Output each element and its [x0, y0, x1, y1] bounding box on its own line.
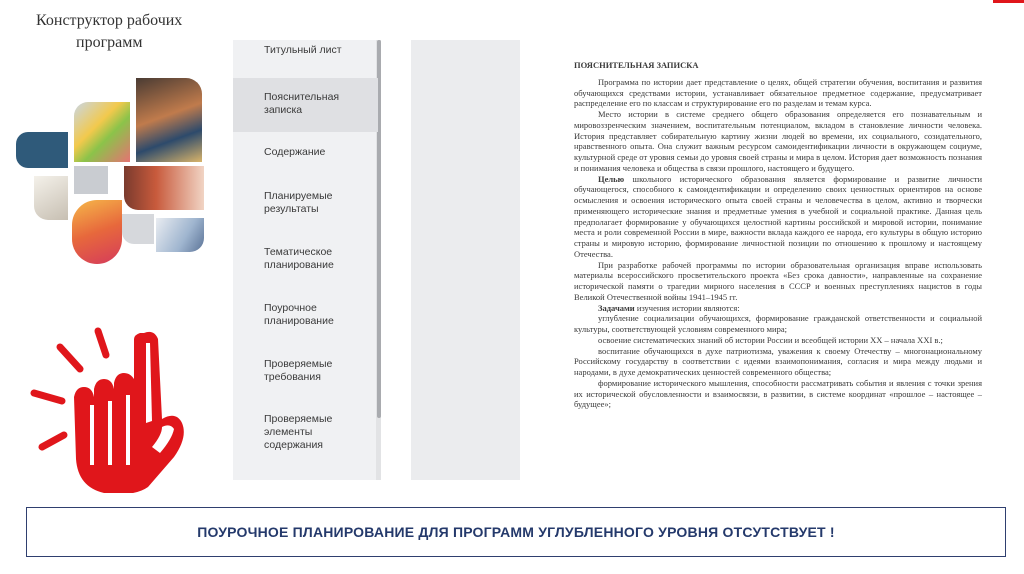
collage-tile-gray-block — [74, 166, 108, 194]
sidebar-item-label: Проверяемые требования — [264, 358, 333, 383]
task-item: освоение систематических знаний об истории России и всеобщей истории XX – начала XXI в.; — [598, 334, 943, 345]
sidebar-item-label: Планируемые результаты — [264, 190, 333, 215]
goal-text: школьного исторического образования является формирование и развитие личности обучающегося, способного к самоидентификации и определению своих ценностных ориентиров на основе осмысления и освоения исторического опыта своей страны и человечества в целом, активно и творчески применяющего исторические знания и предметные умения в учебной и социальной практике. Данная цель предполагает формирование у обучающихся целостной картины российской и мировой истории, понимание места и роли современной России в мире, важности вклада каждого ее народа, его культуры в общую историю страны и мировую историю, формирование личностной позиции по отношению к прошлому и настоящему Отечества. — [574, 173, 982, 259]
top-accent-bar — [993, 0, 1024, 3]
sidebar-item-verified-requirements[interactable] — [233, 358, 378, 388]
sidebar-item-label: Тематическое планирование — [264, 246, 334, 271]
collage-tile-orange-shape — [72, 200, 122, 264]
document-heading: ПОЯСНИТЕЛЬНАЯ ЗАПИСКА — [574, 60, 699, 70]
document-preview-gutter — [411, 40, 520, 480]
sidebar-item-label: Титульный лист — [264, 44, 342, 56]
photo-collage — [14, 76, 210, 270]
sidebar-item-explanatory-note[interactable] — [233, 78, 378, 132]
collage-tile-books — [136, 78, 202, 162]
sidebar-item-thematic-planning[interactable] — [233, 246, 378, 276]
sidebar-item-label: Содержание — [264, 146, 326, 158]
tasks-text: изучения истории являются: — [634, 302, 740, 313]
collage-tile-gray-corner — [122, 214, 154, 244]
app-title-line1: Конструктор рабочих — [36, 12, 183, 29]
sidebar-item-lesson-planning[interactable] — [233, 302, 378, 332]
document-paragraph: При разработке рабочей программы по истории образовательная организация вправе использовать материалы всероссийского просветительского проекта «Без срока давности», направленные на сохранение исторической памяти о трагедии мирного населения в СССР и военных преступлениях нацистов в годы Великой Отечественной войны 1941–1945 гг. — [574, 259, 982, 302]
app-title-line2: программ — [76, 34, 143, 51]
notice-banner — [26, 507, 1006, 557]
document-paragraph: Программа по истории дает представление о целях, общей стратегии обучения, воспитания и развития обучающихся средствами истории, устанавливает обязательное предметное содержание, предусматривает распределение его по классам и структурирование его по разделам и темам курса. — [574, 76, 982, 109]
sidebar-item-title-page[interactable] — [233, 44, 378, 62]
document-fade — [574, 468, 982, 482]
task-item: углубление социализации обучающихся, формирование гражданской ответственности и социальной культуры, соответствующей условиям современного мира; — [574, 313, 982, 334]
sidebar-item-label: Проверяемые элементы содержания — [264, 413, 333, 451]
document-paragraph-tasks — [574, 303, 982, 314]
collage-tile-student — [124, 166, 204, 210]
task-item: формирование исторического мышления, способности рассматривать события и явления с точки зрения их исторической обусловленности и взаимосвязи, в развитии, в системе координат «прошлое – настоящее – будущее»; — [574, 377, 982, 410]
document-paragraph: Место истории в системе среднего общего образования определяется его познавательным и мировоззренческим значением, воспитательным потенциалом, вкладом в становление личности человека. История представляет собирательную картину жизни людей во времени, их социального, созидательного, нравственного опыта. Она служит важным ресурсом самоидентификации личности в окружающем социуме, культурной среде от уровня семьи до уровня своей страны и мира в целом. История дает возможность познания и понимания человека и общества в связи прошлого, настоящего и будущего. — [574, 109, 982, 173]
collage-tile-classroom — [156, 218, 204, 252]
sidebar-item-verified-content[interactable] — [233, 413, 378, 457]
app-title — [36, 10, 236, 54]
raised-hand-icon — [28, 323, 188, 493]
collage-tile-blue-block — [16, 132, 68, 168]
sidebar-item-label: Пояснительная записка — [264, 91, 340, 116]
tasks-lead: Задачами — [598, 302, 635, 313]
document-paragraph-goal — [574, 174, 982, 260]
collage-tile-stationery — [74, 102, 130, 162]
collage-tile-writing — [34, 176, 68, 220]
sidebar-item-contents[interactable] — [233, 146, 378, 164]
sidebar-item-label: Поурочное планирование — [264, 302, 334, 327]
task-item: воспитание обучающихся в духе патриотизма, уважения к своему Отечеству – многонациональному Российскому государству в соответствии с идеями взаимопонимания, согласия и мира между людьми и народами, в духе демократических ценностей современного общества; — [574, 345, 982, 377]
notice-text: ПОУРОЧНОЕ ПЛАНИРОВАНИЕ ДЛЯ ПРОГРАММ УГЛУБЛЕННОГО УРОВНЯ ОТСУТСТВУЕТ ! — [197, 524, 835, 540]
goal-lead: Целью — [598, 173, 625, 184]
document-page[interactable] — [574, 60, 982, 482]
sidebar-item-planned-results[interactable] — [233, 190, 378, 220]
